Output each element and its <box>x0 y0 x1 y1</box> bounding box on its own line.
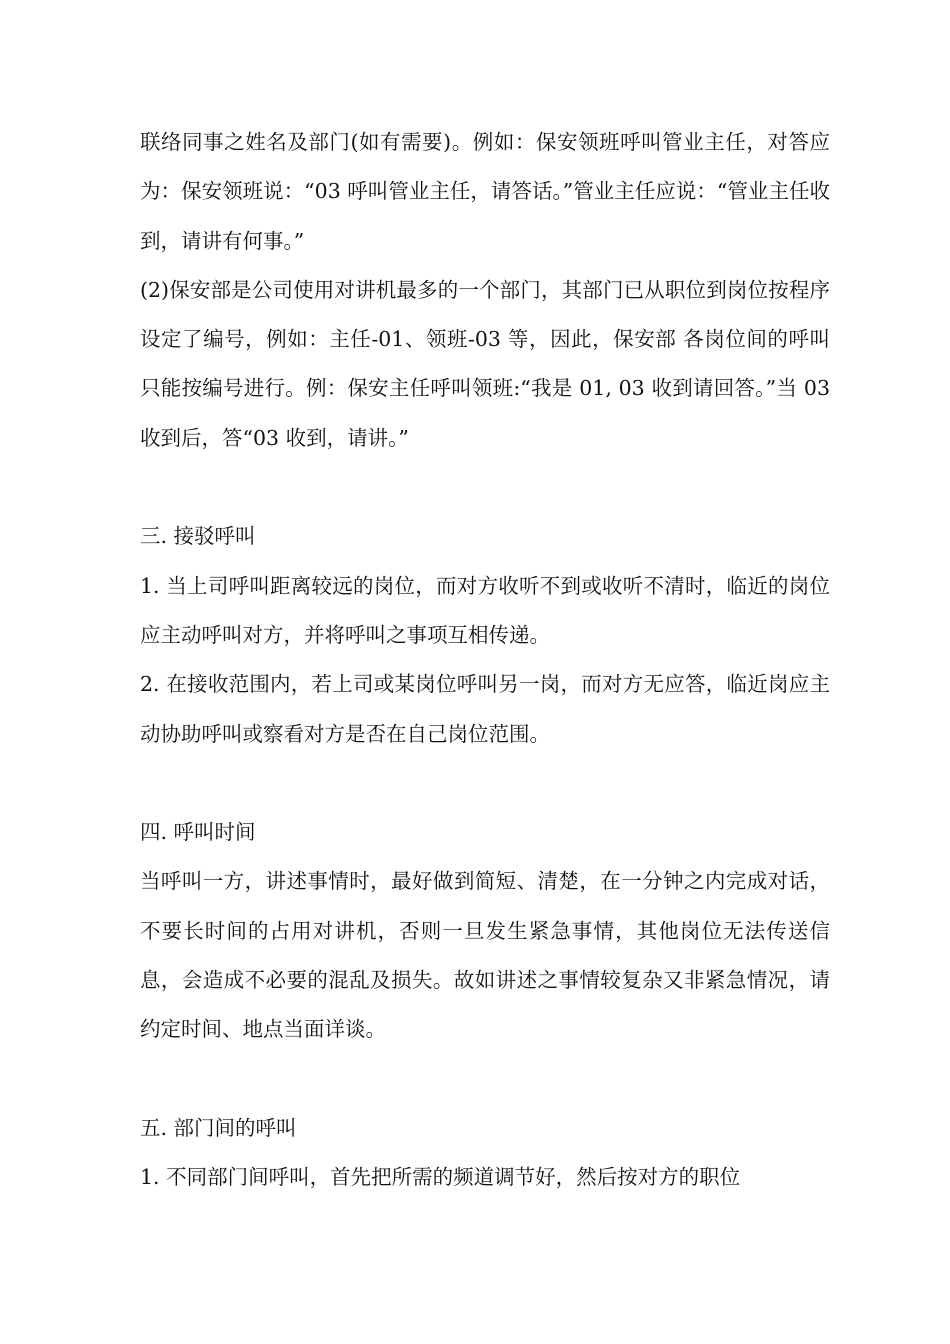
section-3-item-1: 1. 当上司呼叫距离较远的岗位，而对方收听不到或收听不清时，临近的岗位应主动呼叫对方，并将呼叫之事项互相传递。 <box>140 573 830 647</box>
section-4-body: 当呼叫一方，讲述事情时，最好做到简短、清楚，在一分钟之内完成对话，不要长时间的占用对讲机，否则一旦发生紧急事情，其他岗位无法传送信息，会造成不必要的混乱及损失。故如讲述之事情较复杂又非紧急情况，请约定时间、地点当面详谈。 <box>140 869 830 1042</box>
section-spacer <box>140 463 830 512</box>
section-5-heading: 五. 部门间的呼叫 <box>140 1115 297 1140</box>
intro-paragraph-1: 联络同事之姓名及部门(如有需要)。例如：保安领班呼叫管业主任，对答应为：保安领班说：“03 呼叫管业主任，请答话。”管业主任应说：“管业主任收到，请讲有何事。” <box>140 130 830 253</box>
section-spacer <box>140 1055 830 1104</box>
section-3-heading: 三. 接驳呼叫 <box>140 524 256 549</box>
document-body <box>140 118 830 1203</box>
section-5-item-1: 1. 不同部门间呼叫，首先把所需的频道调节好，然后按对方的职位 <box>140 1165 741 1190</box>
section-spacer <box>140 759 830 808</box>
section-4-heading: 四. 呼叫时间 <box>140 820 256 845</box>
intro-paragraph-2: (2)保安部是公司使用对讲机最多的一个部门，其部门已从职位到岗位按程序设定了编号，例如：主任-01、领班-03 等，因此，保安部 各岗位间的呼叫只能按编号进行。例：保安主任呼叫领班:“我是 01, 03 收到请回答。”当 03 收到后，答“03 收到，请讲。” <box>140 277 830 450</box>
section-3-item-2: 2. 在接收范围内，若上司或某岗位呼叫另一岗，而对方无应答，临近岗应主动协助呼叫或察看对方是否在自己岗位范围。 <box>140 672 830 746</box>
